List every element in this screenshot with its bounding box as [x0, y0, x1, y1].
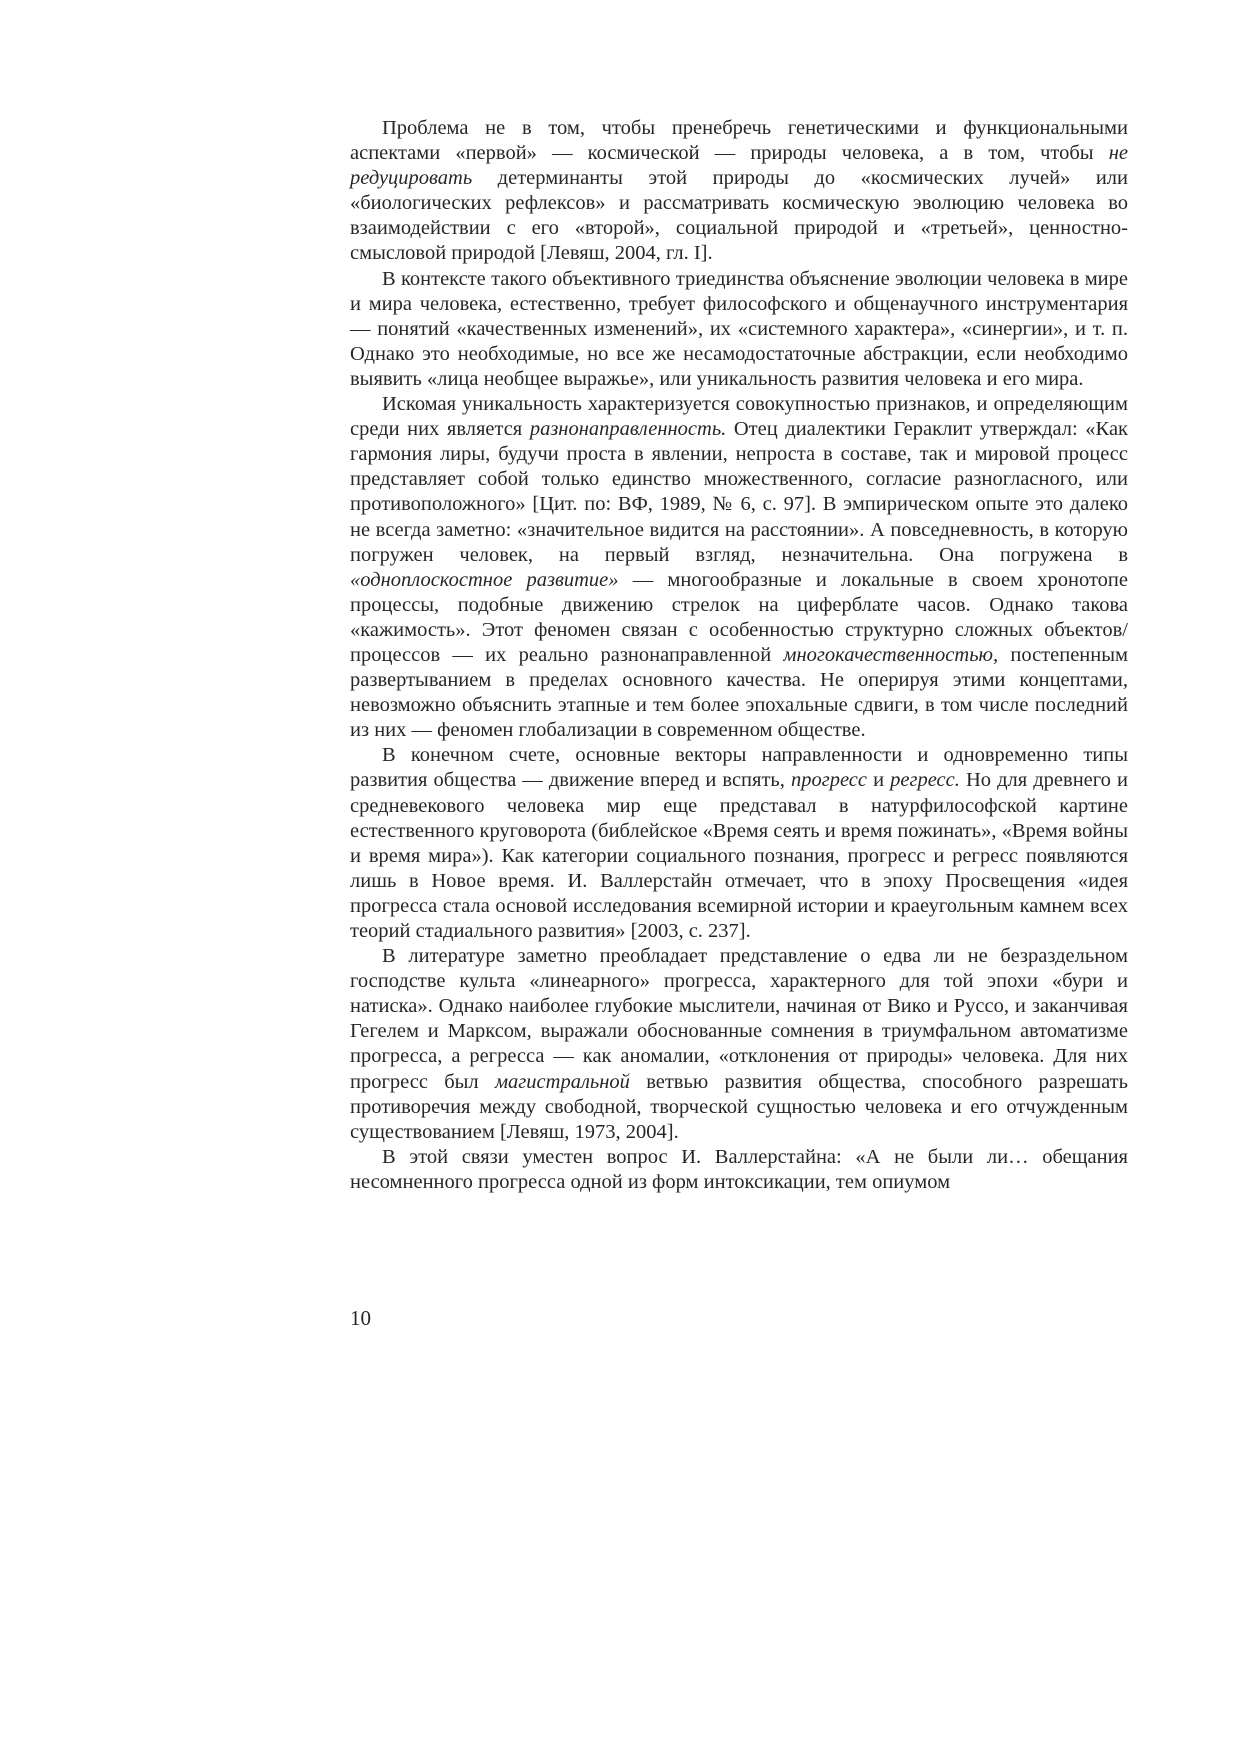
text-run: Проблема не в том, чтобы пренебречь генетическими и функциональными аспектами «первой» — космической — природы человека, а в том, чтобы [350, 117, 1128, 165]
text-run: Искомая уникальность характеризуется совокупностью признаков, и определяющим среди них является [350, 393, 1128, 441]
text-run: В этой связи уместен вопрос И. Валлерстайна: «А не были ли… обещания несомненного прогресса одной из форм интоксикации, тем опиумом [350, 1145, 1128, 1193]
text-run: В контексте такого объективного триединства объяснение эволюции человека в мире и мира человека, естественно, требует философского и общенаучного инструментария — понятий «качественных изменений», их «системного характера», «синергии», и т. п. Однако это необходимые, но все же несамодостаточные абстракции, если необходимо выявить «лица необщее выражье», или уникальность развития человека и его мира. [350, 267, 1128, 390]
text-run: Отец диалектики Гераклит утверждал: «Как гармония лиры, будучи проста в явлении, непроста в составе, так и мировой процесс представляет собой только единство множественного, согласие разногласного, или противоположного» [Цит. по: ВФ, 1989, № 6, с. 97]. В эмпирическом опыте это далеко не всегда заметно: «значительное видится на расстоянии». А повседневность, в которую погружен человек, на первый взгляд, незначительна. Она погружена в [350, 418, 1129, 566]
italic-run: разнонаправленность. [529, 418, 727, 441]
paragraph [350, 392, 1128, 743]
text-run: В конечном счете, основные векторы направленности и одновременно типы развития общества — движение вперед и вспять, [350, 744, 1128, 792]
paragraph [350, 743, 1128, 944]
italic-run: магистральной [494, 1070, 630, 1093]
text-run: Но для древнего и средневекового человека мир еще представал в натурфилософской картине естественного круговорота (библейское «Время сеять и время пожинать», «Время войны и время мира»). Как категории социального познания, прогресс и регресс появляются лишь в Новое время. И. Валлерстайн отмечает, что в эпоху Просвещения «идея прогресса стала основой исследования всемирной истории и краеугольным камнем всех теорий стадиального развития» [2003, с. 237]. [350, 769, 1128, 942]
paragraph [350, 944, 1128, 1145]
paragraph [350, 267, 1128, 392]
body-text [350, 116, 1128, 1195]
text-run: — многообразные и локальные в своем хронотопе процессы, подобные движению стрелок на циферблате часов. Однако такова «кажимость». Этот феномен связан с особенностью структурно сложных объектов/процессов — их реально разнонаправленной [350, 568, 1128, 666]
italic-run: прогресс [790, 769, 867, 792]
italic-run: не редуцировать [350, 142, 1128, 190]
text-run: В литературе заметно преобладает представление о едва ли не безраздельном господстве культа «линеарного» прогресса, характерного для той эпохи «бури и натиска». Однако наиболее глубокие мыслители, начиная от Вико и Руссо, и заканчивая Гегелем и Марксом, выражали обоснованные сомнения в триумфальном автоматизме прогресса, а регресса — как аномалии, «отклонения от природы» человека. Для них прогресс был [350, 945, 1128, 1093]
italic-run: многокачественностью, [783, 643, 999, 666]
italic-run: «одноплоскостное развитие» [350, 568, 619, 591]
text-run: постепенным развертыванием в пределах основного качества. Не оперируя этими концептами, невозможно объяснить этапные и тем более эпохальные сдвиги, в том числе последний из них — феномен глобализации в современном обществе. [350, 643, 1128, 742]
page-number: 10 [350, 1306, 371, 1330]
text-run: и [867, 769, 891, 792]
text-run: детерминанты этой природы до «космических лучей» или «биологических рефлексов» и рассматривать космическую эволюцию человека во взаимодействии с его «второй», социальной природой и «третьей», ценностно-смысловой природой [Левяш, 2004, гл. I]. [350, 167, 1128, 265]
paragraph [350, 1145, 1128, 1195]
italic-run: регресс. [890, 769, 960, 792]
text-run: ветвью развития общества, способного разрешать противоречия между свободной, творческой сущностью человека и его отчужденным существованием [Левяш, 1973, 2004]. [350, 1070, 1128, 1143]
paragraph [350, 116, 1128, 267]
